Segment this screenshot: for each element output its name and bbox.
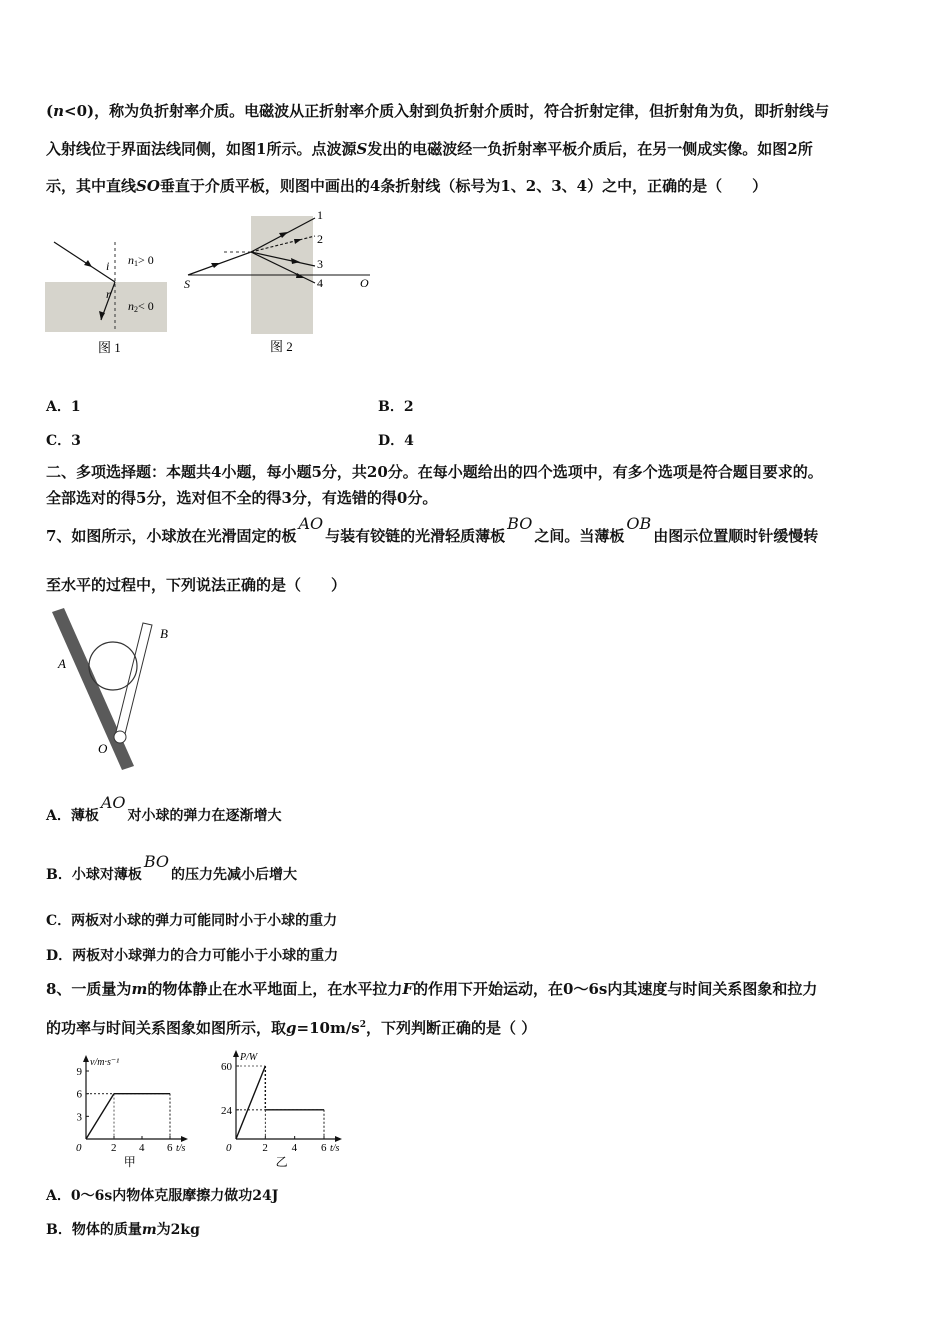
figure-1-caption: 图 1 bbox=[98, 340, 121, 355]
y-tick-label: 24 bbox=[221, 1104, 232, 1117]
var-BO: BO bbox=[507, 514, 533, 533]
y-axis-arrow bbox=[233, 1050, 239, 1057]
series-segment bbox=[236, 1066, 265, 1139]
label-B: B bbox=[160, 626, 168, 641]
q6-line-2a: 入射线位于界面法线同侧，如图1所示。点波源 bbox=[46, 140, 357, 158]
incident-ray-S bbox=[188, 252, 251, 275]
y-tick-label: 6 bbox=[76, 1088, 82, 1101]
q7-option-b[interactable]: B．小球对薄板BO的压力先减小后增大 bbox=[46, 852, 298, 883]
ray-2-label: 2 bbox=[317, 232, 323, 246]
chart-power-time bbox=[212, 1046, 352, 1170]
y-tick-label: 9 bbox=[76, 1066, 82, 1078]
section-2-line-2: 全部选对的得5分，选对但不全的得3分，有选错的得0分。 bbox=[46, 489, 438, 507]
ray-1-label: 1 bbox=[317, 208, 323, 222]
var-S: S bbox=[356, 140, 368, 158]
q6-option-c[interactable]: C．3 bbox=[46, 433, 81, 449]
point-O-label: O bbox=[360, 276, 369, 290]
n2-label: n2< 0 bbox=[128, 299, 154, 314]
q6-line-1: (n<0)，称为负折射率介质。电磁波从正折射率介质入射到负折射介质时，符合折射定律，但折射角为负，即折射线与 bbox=[46, 102, 830, 120]
x-axis-label: t/s bbox=[176, 1143, 186, 1154]
x-axis-arrow bbox=[335, 1136, 342, 1142]
label-A: A bbox=[58, 656, 66, 671]
q7-text-2: 与装有铰链的光滑轻质薄板 bbox=[325, 527, 506, 545]
var-g: g bbox=[286, 1019, 297, 1037]
q6-line-2 bbox=[46, 139, 813, 159]
q7-text-3: 之间。当薄板 bbox=[534, 527, 625, 545]
x-tick-label: 4 bbox=[291, 1142, 298, 1154]
q6-option-b[interactable]: B．2 bbox=[378, 399, 414, 415]
q6-option-a[interactable]: A．1 bbox=[46, 399, 81, 415]
section-2-line-1: 二、多项选择题：本题共4小题，每小题5分，共20分。在每小题给出的四个选项中，有多个选项是符合题目要求的。 bbox=[46, 463, 823, 481]
x-tick-label: 0 bbox=[76, 1142, 82, 1154]
q8-option-a[interactable]: A．0～6s内物体克服摩擦力做功24J bbox=[46, 1188, 279, 1204]
hinge-O bbox=[114, 731, 126, 743]
var-n: n bbox=[53, 102, 65, 120]
figure-2-slab bbox=[180, 206, 380, 362]
x-tick-label: 2 bbox=[111, 1142, 117, 1154]
y-axis-label: v/m·s⁻¹ bbox=[90, 1057, 120, 1068]
q6-line-3a: 示，其中直线 bbox=[46, 177, 137, 195]
q6-line-2b: 发出的电磁波经一负折射率平板介质后，在另一侧成实像。如图2所 bbox=[367, 140, 813, 158]
q6-line-3b: 垂直于介质平板，则图中画出的4条折射线（标号为1、2、3、4）之中，正确的是（ ） bbox=[159, 177, 768, 195]
y-tick-label: 3 bbox=[76, 1111, 82, 1124]
incident-arrow bbox=[84, 260, 92, 267]
chart-title: 甲 bbox=[123, 1155, 136, 1169]
label-O: O bbox=[98, 741, 108, 756]
figure-2-caption: 图 2 bbox=[270, 339, 293, 354]
q6-line-3 bbox=[46, 176, 767, 196]
x-tick-label: 0 bbox=[226, 1142, 232, 1154]
x-tick-label: 4 bbox=[139, 1142, 145, 1154]
q6-option-d[interactable]: D．4 bbox=[378, 433, 414, 449]
ray-4-label: 4 bbox=[317, 276, 323, 290]
x-axis-arrow bbox=[181, 1136, 188, 1142]
ball bbox=[89, 642, 137, 690]
q7-text-4: 由图示位置顺时针缓慢转 bbox=[653, 527, 819, 545]
var-AO: AO bbox=[298, 514, 324, 533]
q7-option-d[interactable]: D．两板对小球弹力的合力可能小于小球的重力 bbox=[46, 948, 339, 964]
q7-figure-ball-plates bbox=[46, 606, 186, 776]
chart-velocity-time bbox=[66, 1050, 196, 1170]
q8-line-1: 8、一质量为m的物体静止在水平地面上，在水平拉力F的作用下开始运动，在0～6s内其速度与时间关系图象和拉力 bbox=[46, 980, 818, 998]
q6-line-1-text: <0)，称为负折射率介质。电磁波从正折射率介质入射到负折射介质时，符合折射定律，但折射角为负，即折射线与 bbox=[64, 102, 830, 120]
y-axis-arrow bbox=[83, 1055, 89, 1062]
angle-i-label: i bbox=[106, 259, 110, 273]
x-tick-label: 6 bbox=[167, 1142, 173, 1154]
q8-option-b[interactable]: B．物体的质量m为2kg bbox=[46, 1222, 200, 1238]
y-tick-label: 60 bbox=[221, 1061, 232, 1073]
q7-option-c[interactable]: C．两板对小球的弹力可能同时小于小球的重力 bbox=[46, 913, 338, 929]
q7-line-1 bbox=[46, 514, 819, 546]
var-m: m bbox=[131, 980, 148, 998]
chart-title: 乙 bbox=[275, 1155, 288, 1169]
q7-option-a[interactable]: A．薄板AO对小球的弹力在逐渐增大 bbox=[46, 793, 282, 824]
var-SO: SO bbox=[136, 177, 160, 195]
x-axis-label: t/s bbox=[330, 1143, 340, 1154]
q7-line-2: 至水平的过程中，下列说法正确的是（ ） bbox=[46, 576, 347, 594]
series-segment bbox=[86, 1094, 114, 1139]
angle-r-label: r bbox=[106, 287, 111, 301]
x-tick-label: 2 bbox=[262, 1142, 268, 1154]
point-S-label: S bbox=[184, 277, 190, 291]
var-OB: OB bbox=[626, 514, 652, 533]
q7-text-1: 7、如图所示，小球放在光滑固定的板 bbox=[46, 527, 297, 545]
y-axis-label: P/W bbox=[240, 1052, 258, 1063]
var-F: F bbox=[402, 980, 413, 998]
n1-label: n1> 0 bbox=[128, 253, 154, 268]
figure-1-refraction bbox=[44, 232, 174, 362]
x-tick-label: 6 bbox=[321, 1142, 327, 1154]
q8-line-2: 的功率与时间关系图象如图所示，取$g=10m/s^2$，下列判断正确的是（ ） bbox=[46, 1019, 537, 1037]
plate-BO bbox=[115, 623, 152, 738]
ray-3-label: 3 bbox=[317, 257, 323, 271]
